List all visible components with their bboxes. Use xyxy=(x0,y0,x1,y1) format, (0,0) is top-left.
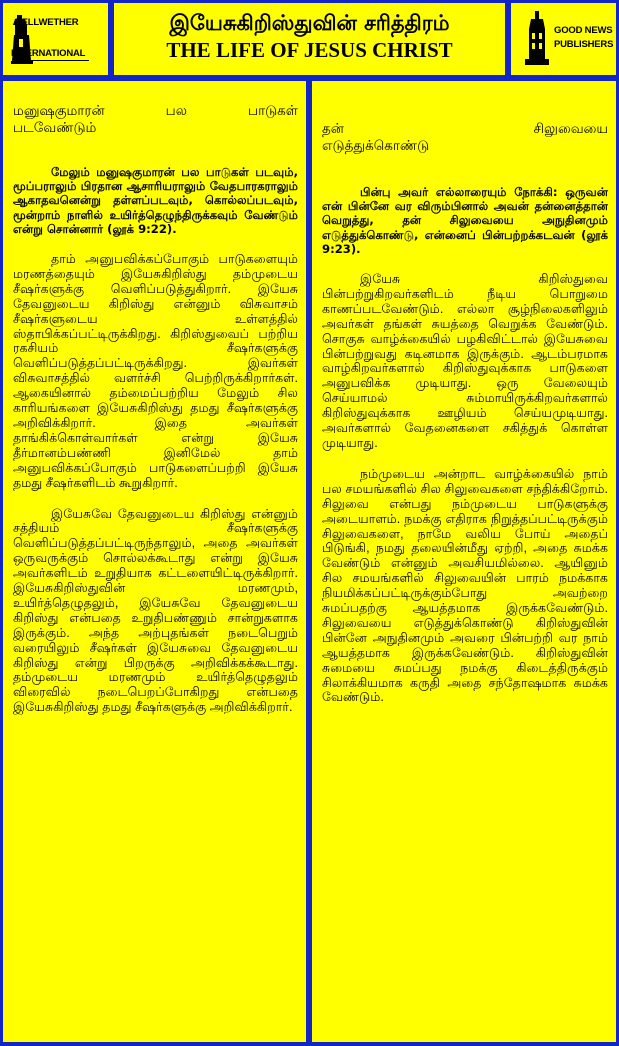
goodnews-logo-box xyxy=(511,3,616,75)
left-column xyxy=(3,81,306,1042)
left-paragraph-2: இயேசுவே தேவனுடைய கிறிஸ்து என்னும் சத்தியம் சீஷர்களுக்கு வெளிப்படுத்தப்பட்டிருந்தாலும், அதை அவர்கள் ஒருவருக்கும் சொல்லக்கூடாது என்று இயேசு அவர்களிடம் உறுதியாக கட்டளையிட்டிருக்கிறார். இயேசுகிறிஸ்துவின் மரணமும், உயிர்த்தெழுதலும், இயேசுவே தேவனுடைய கிறிஸ்து என்பதை உறுதிபண்ணும் சான்றுகளாக இருக்கும். அந்த அற்புதங்கள் நடைபெறும் வரையிலும் சீஷர்கள் இயேசுவை தேவனுடைய கிறிஸ்து என்று பிறருக்கு அறிவிக்கக்கூடாது. தம்முடைய மரணமும் உயிர்த்தெழுதலும் விரைவில் நடைபெறப்போகிறது என்பதை இயேசுகிறிஸ்து தமது சீஷர்களுக்கு அறிவிக்கிறார். xyxy=(13,506,298,715)
title-tamil: இயேசுகிறிஸ்துவின் சரித்திரம் xyxy=(169,10,450,35)
right-verse: பின்பு அவர் எல்லாரையும் நோக்கி: ஒருவன் என் பின்னே வர விரும்பினால் அவன் தன்னைத்தான் வெறுத்து, தன் சிலுவையை அநுதினமும் எடுத்துக்கொண்டு, என்னைப் பின்பற்றக்கடவன் (லூக் 9:23). xyxy=(322,185,608,256)
logo-left-line1: BELLWETHER xyxy=(15,17,79,28)
title-english: THE LIFE OF JESUS CHRIST xyxy=(166,38,453,62)
left-paragraph-1: தாம் அனுபவிக்கப்போகும் பாடுகளையும் மரணத்தையும் இயேசுகிறிஸ்து தம்முடைய சீஷர்களுக்கு வெளிப்படுத்துகிறார். இயேசு தேவனுடைய கிறிஸ்து என்னும் விசுவாசம் சீஷர்களுடைய உள்ளத்தில் ஸ்தாபிக்கப்பட்டிருக்கிறது. கிறிஸ்துவைப் பற்றிய ரகசியம் சீஷர்களுக்கு வெளிப்படுத்தப்பட்டிருக்கிறது. இவர்கள் விசுவாசத்தில் வளர்ச்சி பெற்றிருக்கிறார்கள். ஆகையினால் தம்மைப்பற்றிய மேலும் சில காரியங்களை இயேசுகிறிஸ்து தமது சீஷர்களுக்கு அறிவிக்கிறார். இதை அவர்கள் தாங்கிக்கொள்வார்கள் என்று இயேசு தீர்மானம்பண்ணி இனிமேல் தாம் அனுபவிக்கப்போகும் பாடுகளைப்பற்றி இயேசு தமது சீஷர்களிடம் கூறுகிறார். xyxy=(13,252,298,490)
bellwether-logo-box xyxy=(3,3,108,75)
logo-left-underline xyxy=(29,60,89,61)
left-verse: மேலும் மனுஷகுமாரன் பல பாடுகள் படவும், மூப்பராலும் பிரதான ஆசாரியராலும் வேதபாரகராலும் ஆகாதவனென்று தள்ளப்படவும், கொல்லப்படவும், மூன்றாம் நாளில் உயிர்த்தெழுந்திருக்கவும் வேண்டும் என்று சொன்னார் (லூக் 9:22). xyxy=(13,165,298,236)
left-heading xyxy=(13,103,298,137)
left-heading-line2: படவேண்டும் xyxy=(13,120,97,136)
logo-left-line2: INTERNATIONAL xyxy=(11,48,86,59)
right-column xyxy=(312,81,616,1042)
right-heading-line1: தன் சிலுவையை xyxy=(322,121,608,137)
logo-right-line1: GOOD NEWS xyxy=(554,25,613,36)
building-icon xyxy=(525,11,549,67)
right-heading-line2: எடுத்துக்கொண்டு xyxy=(322,138,430,154)
right-paragraph-1: இயேசு கிறிஸ்துவை பின்பற்றுகிறவர்களிடம் நீடிய பொறுமை காணப்படவேண்டும். எல்லா சூழ்நிலைகளிலும் அவர்கள் தங்கள் சுயத்தை வெறுக்க வேண்டும். சொகுசு வாழ்க்கையில் பழகிவிட்டால் இயேசுவை பின்பற்றுவது கடினமாக இருக்கும். ஆடம்பரமாக வாழ்கிறவர்களால் கிறிஸ்துவுக்காக பாடுகளை அனுபவிக்க முடியாது. ஒரு வேலையும் செய்யாமல் சும்மாயிருக்கிறவர்களால் கிறிஸ்துவுக்காக ஊழியம் செய்யமுடியாது. அவர்களால் வேதனைகளை சகித்துக் கொள்ள முடியாது. xyxy=(322,272,608,450)
right-paragraph-2: நம்முடைய அன்றாட வாழ்க்கையில் நாம் பல சமயங்களில் சில சிலுவைகளை சந்திக்கிறோம். சிலுவை என்பது நம்முடைய பாடுகளுக்கு அடையாளம். நமக்கு எதிராக நிறுத்தப்பட்டிருக்கும் சிலுவைகளை, நாமே வலிய போய் அதைப் பிடுங்கி, நமது தலையின்மீது ஏற்றி, அதை சுமக்க வேண்டும் என்னும் அவசியமில்லை. ஆயினும் சில சமயங்களில் சிலுவையின் பாரம் நமக்காக நியமிக்கப்பட்டிருக்கும்போது அவற்றை சுமப்பதற்கு ஆயத்தமாக இருக்கவேண்டும். சிலுவையை எடுத்துக்கொண்டு கிறிஸ்துவின் பின்னே அநுதினமும் அவரை பின்பற்றி வர நாம் ஆயத்தமாக இருக்கவேண்டும். கிறிஸ்துவின் சுமையை சுமப்பது நமக்கு கிடைத்திருக்கும் சிலாக்கியமாக கருதி அதை சந்தோஷமாக சுமக்க வேண்டும். xyxy=(322,466,608,705)
right-heading xyxy=(322,121,608,155)
logo-right-line2: PUBLISHERS xyxy=(554,39,614,50)
title-banner xyxy=(114,3,505,75)
left-heading-line1: மனுஷகுமாரன் பல பாடுகள் xyxy=(13,103,298,119)
